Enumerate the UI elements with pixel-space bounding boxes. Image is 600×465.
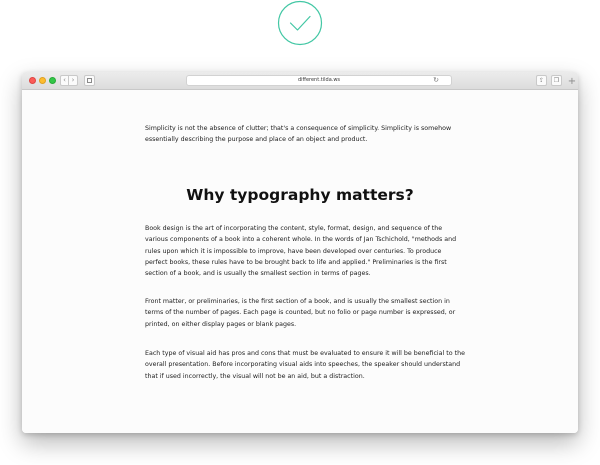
browser-window [22,72,578,433]
page-content [22,90,578,433]
article-paragraph: Each type of visual aid has pros and cons that must be evaluated to ensure it will be beneficial to the overall presentation. Before incorporating visual aids into speeches, the speaker should understand that if used incorrectly, the visual will not be an aid, but a distraction. [145,350,465,380]
check-circle-icon [277,0,323,46]
reload-icon[interactable]: ↻ [433,76,439,84]
chevron-right-icon: › [71,76,75,84]
browser-toolbar [22,72,578,90]
tab-overview-button[interactable] [551,75,562,86]
article-heading: Why typography matters? [186,186,414,204]
article-paragraph: Front matter, or preliminaries, is the first section of a book, and is usually the smallest section in terms of the number of pages. Each page is counted, but no folio or page number is expressed, or printed, on either display pages or blank pages. [145,298,456,328]
new-tab-button[interactable] [566,76,578,88]
chevron-left-icon: ‹ [63,76,66,84]
share-button[interactable] [536,75,547,86]
sidebar-icon [87,78,92,83]
zoom-window-button[interactable] [49,77,56,84]
plus-icon: + [567,76,577,87]
back-button[interactable] [60,75,69,86]
tabs-icon: ❐ [553,77,560,84]
intro-text: Simplicity is not the absence of clutter; that's a consequence of simplicity. Simplicity is somehow essentially describing the purpose and place of an object and product. [145,125,452,143]
minimize-window-button[interactable] [39,77,46,84]
article-paragraph: Book design is the art of incorporating the content, style, format, design, and sequence of the various components of a book into a coherent whole. In the words of Jan Tschichold, "methods and rules upon which it is impossible to improve, have been developed over centuries. To produce perfect books, these rules have to be brought back to life and applied." Preliminaries is the first section of a book, and is usually the smallest section in terms of pages. [145,225,457,278]
close-window-button[interactable] [29,77,36,84]
url-text: different.tilda.ws [297,77,341,83]
forward-button[interactable] [69,75,78,86]
share-icon: ⇪ [538,77,545,84]
sidebar-toggle-button[interactable] [84,75,95,86]
address-bar[interactable] [186,75,452,86]
